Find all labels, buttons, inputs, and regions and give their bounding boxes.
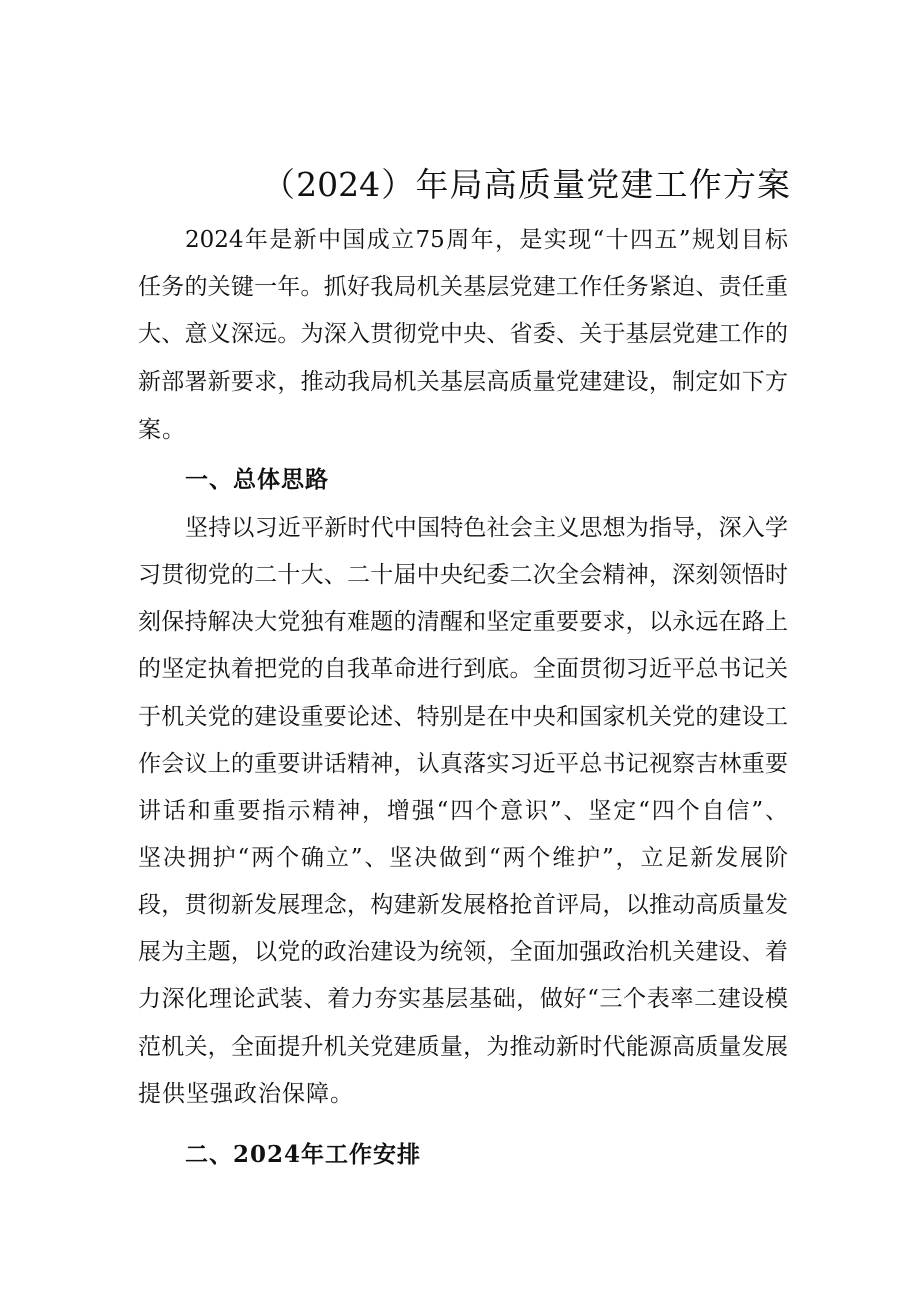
paragraph-line: 案。	[138, 417, 186, 443]
paragraph-line: 2024年是新中国成立75周年，是实现“十四五”规划目标	[185, 227, 788, 253]
paragraph-line: 习贯彻党的二十大、二十届中央纪委二次全会精神，深刻领悟时	[138, 562, 788, 588]
document-title: （2024）年局高质量党建工作方案	[262, 165, 790, 204]
paragraph-line: 坚持以习近平新时代中国特色社会主义思想为指导，深入学	[185, 515, 788, 541]
paragraph-line: 的坚定执着把党的自我革命进行到底。全面贯彻习近平总书记关	[138, 656, 788, 682]
paragraph-line: 刻保持解决大党独有难题的清醒和坚定重要要求，以永远在路上	[138, 609, 788, 635]
paragraph-line: 范机关，全面提升机关党建质量，为推动新时代能源高质量发展	[138, 1034, 788, 1060]
paragraph-line: 段，贯彻新发展理念，构建新发展格抢首评局，以推动高质量发	[138, 892, 788, 918]
paragraph-line: 力深化理论武装、着力夯实基层基础，做好“三个表率二建设模	[138, 986, 788, 1012]
paragraph-line: 任务的关键一年。抓好我局机关基层党建工作任务紧迫、责任重	[138, 274, 788, 300]
paragraph-line: 坚决拥护“两个确立”、坚决做到“两个维护”，立足新发展阶	[138, 845, 788, 871]
section-heading-overall-approach: 一、总体思路	[185, 466, 329, 493]
paragraph-line: 新部署新要求，推动我局机关基层高质量党建建设，制定如下方	[138, 369, 788, 395]
section-heading-work-arrangements: 二、2024年工作安排	[185, 1141, 422, 1168]
paragraph-line: 作会议上的重要讲话精神，认真落实习近平总书记视察吉林重要	[138, 751, 788, 777]
paragraph-line: 大、意义深远。为深入贯彻党中央、省委、关于基层党建工作的	[138, 321, 788, 347]
paragraph-line: 展为主题，以党的政治建设为统领，全面加强政治机关建设、着	[138, 939, 788, 965]
paragraph-line: 提供坚强政治保障。	[138, 1081, 354, 1107]
paragraph-line: 于机关党的建设重要论述、特别是在中央和国家机关党的建设工	[138, 704, 788, 730]
paragraph-line: 讲话和重要指示精神，增强“四个意识”、坚定“四个自信”、	[138, 798, 788, 824]
